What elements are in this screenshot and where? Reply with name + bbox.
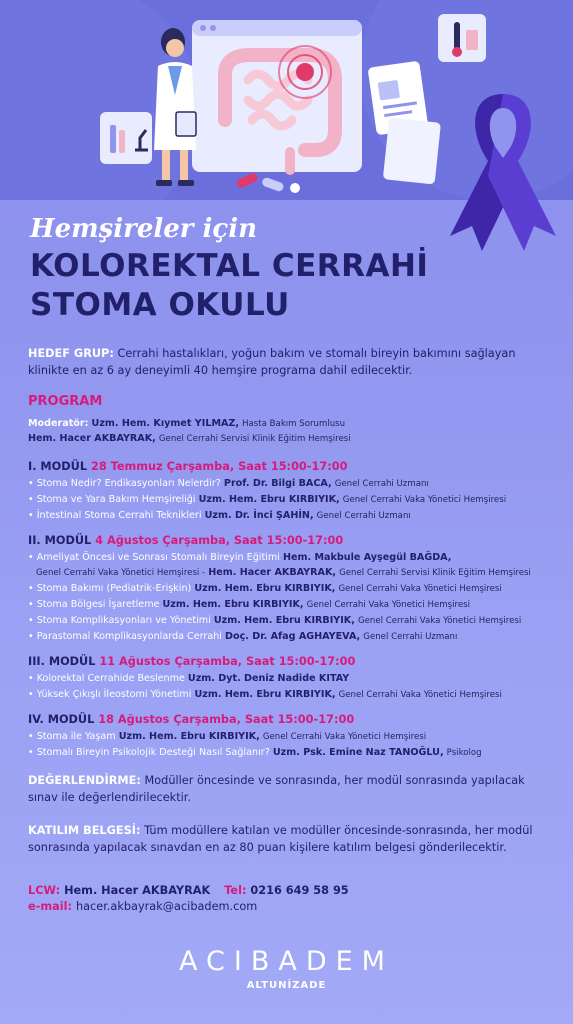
module-name: III. MODÜL — [28, 655, 96, 668]
title-line-2: KOLOREKTAL CERRAHİ — [30, 248, 429, 284]
speaker: Uzm. Hem. Ebru KIRBIYIK, — [118, 731, 260, 742]
role: Genel Cerrahi Vaka Yönetici Hemşiresi — [357, 616, 522, 626]
intestine-monitor-icon — [192, 20, 362, 172]
role: Genel Cerrahi Vaka Yönetici Hemşiresi — [338, 690, 502, 700]
moderator-name: Hem. Hacer AKBAYRAK, — [28, 433, 156, 444]
certificate-text: Tüm modüllere katılan ve modüller öncesinde-sonrasında, her modül sonrasında yapılacak sınavdan en az 80 puan kişilere katılım belgesi gönderilecektir. — [28, 824, 533, 854]
speaker: Uzm. Hem. Ebru KIRBIYIK, — [213, 615, 355, 626]
email-label: e-mail: — [28, 900, 73, 913]
module-2-header — [28, 534, 343, 547]
target-group — [28, 346, 548, 379]
topic: • Stoma ile Yaşam — [28, 731, 116, 742]
topic: • Stoma Komplikasyonları ve Yönetimi — [28, 615, 211, 626]
speaker: Doç. Dr. Afag AGHAYEVA, — [225, 631, 361, 642]
module-item — [28, 597, 568, 613]
speaker: Prof. Dr. Bilgi BACA, — [223, 478, 332, 489]
module-name: I. MODÜL — [28, 460, 88, 473]
speaker: Uzm. Hem. Ebru KIRBIYIK, — [198, 494, 340, 505]
speaker: Uzm. Hem. Ebru KIRBIYIK, — [194, 689, 336, 700]
program-heading: PROGRAM — [28, 394, 103, 409]
role: Psikolog — [446, 748, 482, 758]
target-group-text: Cerrahi hastalıkları, yoğun bakım ve stomalı bireyin bakımını sağlayan klinikte en az 6 ay deneyimli 40 hemşire programa dahil edilecektir. — [28, 347, 516, 377]
email-address[interactable]: hacer.akbayrak@acibadem.com — [75, 900, 258, 913]
awareness-ribbon-icon — [440, 86, 570, 266]
target-group-label: HEDEF GRUP: — [28, 347, 114, 360]
topic: • Stomalı Bireyin Psikolojik Desteği Nasıl Sağlanır? — [28, 747, 270, 758]
role: Genel Cerrahi Uzmanı — [316, 511, 411, 521]
role: Genel Cerrahi Vaka Yönetici Hemşiresi - — [36, 568, 206, 578]
topic: • Parastomal Komplikasyonlarda Cerrahi — [28, 631, 222, 642]
speaker: Uzm. Dr. İnci ŞAHİN, — [204, 510, 314, 521]
tel-label: Tel: — [224, 884, 247, 897]
title-line-1: Hemşireler için — [30, 214, 258, 244]
moderator-role: Genel Cerrahi Servisi Klinik Eğitim Hemşiresi — [158, 434, 351, 444]
role: Genel Cerrahi Uzmanı — [334, 479, 429, 489]
moderator-line-2 — [28, 431, 568, 447]
module-4-header — [28, 713, 354, 726]
certificate-label: KATILIM BELGESİ: — [28, 824, 141, 837]
role: Genel Cerrahi Vaka Yönetici Hemşiresi — [338, 584, 502, 594]
module-item — [28, 550, 568, 565]
email-line — [28, 900, 257, 913]
module-item — [28, 629, 568, 645]
moderator-line-1 — [28, 416, 568, 432]
evaluation-text: Modüller öncesinde ve sonrasında, her modül sonrasında yapılacak sınav ile değerlendirilecektir. — [28, 774, 525, 804]
certificate-section — [28, 823, 548, 856]
topic: • Ameliyat Öncesi ve Sonrası Stomalı Bireyin Eğitimi — [28, 552, 280, 563]
module-name: II. MODÜL — [28, 534, 92, 547]
module-item — [28, 492, 568, 508]
speaker: Hem. Hacer AKBAYRAK, — [208, 567, 337, 578]
module-item — [28, 476, 568, 492]
speaker: Uzm. Hem. Ebru KIRBIYIK, — [162, 599, 304, 610]
role: Genel Cerrahi Servisi Klinik Eğitim Hemşiresi — [339, 568, 531, 578]
title-line-3: STOMA OKULU — [30, 287, 290, 323]
topic: • Stoma ve Yara Bakım Hemşireliği — [28, 494, 196, 505]
medical-report-icon — [368, 61, 441, 185]
nurse-figure-icon — [154, 28, 196, 186]
contact-line — [28, 884, 349, 897]
role: Genel Cerrahi Vaka Yönetici Hemşiresi — [342, 495, 507, 505]
microscope-icon — [100, 112, 152, 164]
module-date: 18 Ağustos Çarşamba, Saat 15:00-17:00 — [98, 713, 355, 726]
lcw-label: LCW: — [28, 884, 61, 897]
speaker: Uzm. Hem. Ebru KIRBIYIK, — [194, 583, 336, 594]
module-item — [28, 745, 568, 761]
topic: • Stoma Bakımı (Pediatrik-Erişkin) — [28, 583, 192, 594]
moderator-role: Hasta Bakım Sorumlusu — [242, 419, 346, 429]
role: Genel Cerrahi Uzmanı — [363, 632, 458, 642]
speaker: Hem. Makbule Ayşegül BAĞDA, — [282, 552, 452, 563]
role: Genel Cerrahi Vaka Yönetici Hemşiresi — [262, 732, 427, 742]
module-3-header — [28, 655, 355, 668]
module-item — [28, 581, 568, 597]
tel-number: 0216 649 58 95 — [250, 884, 349, 897]
module-item — [28, 729, 568, 745]
module-name: IV. MODÜL — [28, 713, 95, 726]
module-item — [28, 687, 568, 703]
evaluation-label: DEĞERLENDİRME: — [28, 774, 141, 787]
speaker: Uzm. Psk. Emine Naz TANOĞLU, — [272, 747, 444, 758]
moderator-label: Moderatör: — [28, 418, 89, 429]
module-date: 28 Temmuz Çarşamba, Saat 15:00-17:00 — [90, 460, 348, 473]
module-item — [28, 508, 568, 524]
moderator-name: Uzm. Hem. Kıymet YILMAZ, — [91, 418, 240, 429]
module-item — [28, 671, 568, 686]
topic: • Yüksek Çıkışlı İleostomi Yönetimi — [28, 689, 192, 700]
evaluation-section — [28, 773, 548, 806]
topic: • Stoma Nedir? Endikasyonları Nelerdir? — [28, 478, 221, 489]
logo-subtitle: ALTUNİZADE — [246, 980, 327, 991]
module-date: 4 Ağustos Çarşamba, Saat 15:00-17:00 — [95, 534, 344, 547]
module-date: 11 Ağustos Çarşamba, Saat 15:00-17:00 — [99, 655, 356, 668]
topic: • İntestinal Stoma Cerrahi Teknikleri — [28, 510, 202, 521]
module-item — [28, 613, 568, 629]
speaker: Uzm. Dyt. Deniz Nadide KITAY — [187, 673, 350, 684]
thermometer-icon — [438, 14, 486, 62]
lcw-name: Hem. Hacer AKBAYRAK — [64, 884, 211, 897]
module-item-continued — [36, 565, 573, 581]
acibadem-logo: ACIBADEM — [179, 946, 394, 977]
topic: • Stoma Bölgesi İşaretleme — [28, 599, 160, 610]
module-1-header — [28, 460, 347, 473]
role: Genel Cerrahi Vaka Yönetici Hemşiresi — [306, 600, 470, 610]
topic: • Kolorektal Cerrahide Beslenme — [28, 673, 185, 684]
